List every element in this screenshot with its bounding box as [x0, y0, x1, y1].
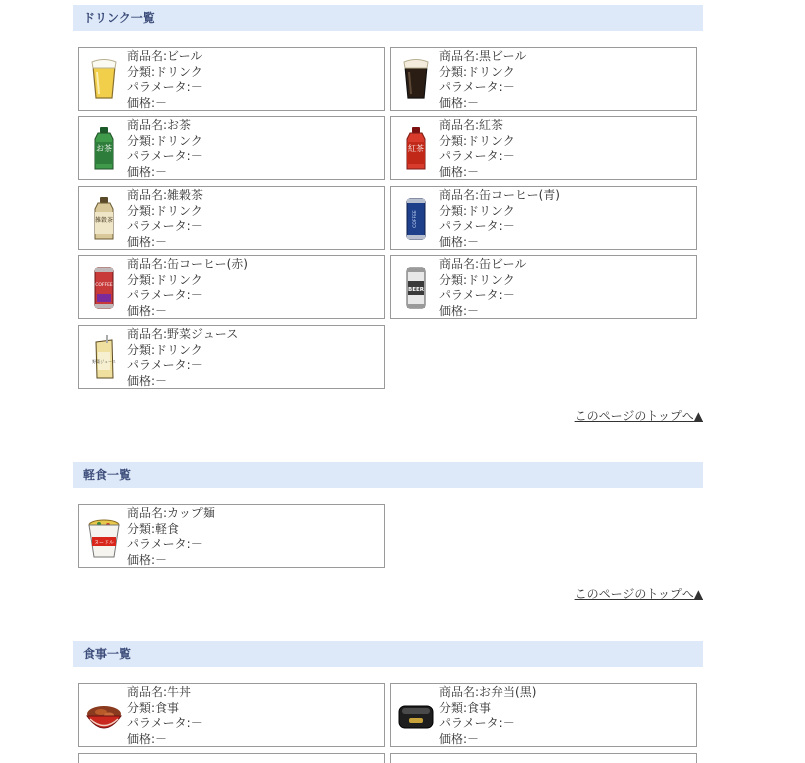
- item-card-cup-noodle[interactable]: [78, 504, 385, 568]
- svg-text:雑穀茶: 雑穀茶: [94, 217, 114, 224]
- dark-beer-glass-icon: [396, 56, 436, 104]
- item-info: 商品名:黒ビール 分類:ドリンク パラメータ:－ 価格:－: [439, 49, 527, 110]
- beer-can-icon: [396, 264, 436, 312]
- item-category: ドリンク: [467, 64, 515, 79]
- item-name: 缶コーヒー(赤): [167, 257, 248, 271]
- item-param: －: [190, 288, 203, 302]
- item-info: 商品名:雑穀茶 分類:ドリンク パラメータ:－ 価格:－: [127, 188, 204, 249]
- item-param: －: [190, 537, 203, 551]
- item-name: 牛丼: [167, 685, 192, 699]
- red-coffee-can-icon: [84, 264, 124, 312]
- item-price: －: [155, 731, 168, 746]
- item-info: 商品名:缶ビール 分類:ドリンク パラメータ:－ 価格:－: [439, 257, 527, 318]
- item-price: －: [155, 234, 168, 249]
- item-price: －: [467, 234, 480, 249]
- item-param: －: [190, 149, 203, 163]
- item-category: ドリンク: [155, 133, 203, 148]
- item-card-black-tea[interactable]: [390, 116, 697, 180]
- item-info: 商品名:紅茶 分類:ドリンク パラメータ:－ 価格:－: [439, 118, 515, 179]
- item-card-beer[interactable]: [78, 47, 385, 111]
- item-card-grain-tea[interactable]: [78, 186, 385, 250]
- back-to-top-link[interactable]: このページのトップへ▲: [574, 587, 703, 601]
- item-info: 商品名:お茶 分類:ドリンク パラメータ:－ 価格:－: [127, 118, 203, 179]
- item-param: －: [190, 219, 203, 233]
- item-name: 缶コーヒー(青): [479, 188, 560, 202]
- item-price: －: [155, 303, 168, 318]
- item-card-red-coffee[interactable]: [78, 255, 385, 319]
- item-category: 食事: [155, 700, 180, 715]
- item-card-beer-can[interactable]: [390, 255, 697, 319]
- item-name: 紅茶: [479, 118, 504, 132]
- item-card-vegetable-juice[interactable]: [78, 325, 385, 389]
- item-info: 商品名:ビール 分類:ドリンク パラメータ:－ 価格:－: [127, 49, 203, 110]
- svg-text:野菜ジュース: 野菜ジュース: [92, 359, 116, 364]
- svg-text:COFFEE: COFFEE: [95, 283, 113, 288]
- item-category: ドリンク: [155, 342, 203, 357]
- svg-text:お茶: お茶: [96, 144, 112, 153]
- blue-coffee-can-icon: [396, 195, 436, 243]
- beef-bowl-icon: [84, 692, 124, 740]
- snack-section-header: 軽食一覧: [73, 462, 703, 488]
- vegetable-juice-pack-icon: [84, 334, 124, 382]
- item-param: －: [502, 219, 515, 233]
- item-price: －: [467, 164, 480, 179]
- item-category: ドリンク: [155, 272, 203, 287]
- item-name: 缶ビール: [479, 257, 527, 271]
- meal-section-header: 食事一覧: [73, 641, 703, 667]
- item-card-black-bento[interactable]: [390, 683, 697, 747]
- cup-noodle-icon: [84, 513, 124, 561]
- item-card-beef-bowl[interactable]: [78, 683, 385, 747]
- black-bento-box-icon: [396, 692, 436, 740]
- item-card-green-tea[interactable]: [78, 116, 385, 180]
- item-param: －: [190, 80, 203, 94]
- item-category: ドリンク: [467, 272, 515, 287]
- item-info: 商品名:カップ麺 分類:軽食 パラメータ:－ 価格:－: [127, 506, 215, 567]
- item-card-dark-beer[interactable]: [390, 47, 697, 111]
- item-name: お茶: [167, 118, 192, 132]
- item-price: －: [467, 303, 480, 318]
- green-tea-bottle-icon: [84, 125, 124, 173]
- item-card-blue-coffee[interactable]: [390, 186, 697, 250]
- item-info: 商品名:缶コーヒー(赤) 分類:ドリンク パラメータ:－ 価格:－: [127, 257, 248, 318]
- item-info: 商品名:お弁当(黒) 分類:食事 パラメータ:－ 価格:－: [439, 685, 537, 746]
- item-param: －: [502, 149, 515, 163]
- snack-section: [73, 462, 703, 601]
- item-category: ドリンク: [467, 133, 515, 148]
- item-name: お弁当(黒): [479, 685, 537, 699]
- item-info: 商品名:牛丼 分類:食事 パラメータ:－ 価格:－: [127, 685, 203, 746]
- meal-item-grid: [73, 683, 703, 753]
- item-category: ドリンク: [155, 203, 203, 218]
- svg-text:紅茶: 紅茶: [408, 144, 424, 153]
- item-category: ドリンク: [467, 203, 515, 218]
- drink-item-grid: [73, 47, 703, 389]
- item-price: －: [155, 552, 168, 567]
- item-price: －: [155, 164, 168, 179]
- meal-section: [73, 641, 703, 753]
- beer-glass-icon: [84, 56, 124, 104]
- grain-tea-bottle-icon: [84, 195, 124, 243]
- item-info: 商品名:缶コーヒー(青) 分類:ドリンク パラメータ:－ 価格:－: [439, 188, 560, 249]
- black-tea-bottle-icon: [396, 125, 436, 173]
- item-name: 野菜ジュース: [167, 327, 239, 341]
- item-info: 商品名:野菜ジュース 分類:ドリンク パラメータ:－ 価格:－: [127, 327, 239, 388]
- item-card-next-row[interactable]: [390, 753, 697, 763]
- item-param: －: [502, 80, 515, 94]
- svg-text:ヌードル: ヌードル: [93, 540, 115, 546]
- item-price: －: [467, 731, 480, 746]
- item-name: ビール: [167, 49, 203, 63]
- item-name: 黒ビール: [479, 49, 527, 63]
- item-name: カップ麺: [167, 506, 215, 520]
- item-price: －: [467, 95, 480, 110]
- item-card-next-row[interactable]: [78, 753, 385, 763]
- item-param: －: [502, 288, 515, 302]
- drink-section: [73, 5, 703, 423]
- item-category: 食事: [467, 700, 492, 715]
- item-category: 軽食: [155, 521, 180, 536]
- item-price: －: [155, 373, 168, 388]
- back-to-top-link[interactable]: このページのトップへ▲: [574, 409, 703, 423]
- drink-section-header: ドリンク一覧: [73, 5, 703, 31]
- snack-item-grid: [73, 504, 703, 568]
- item-category: ドリンク: [155, 64, 203, 79]
- svg-text:COFFEE: COFFEE: [413, 210, 418, 228]
- item-param: －: [190, 716, 203, 730]
- item-param: －: [502, 716, 515, 730]
- item-name: 雑穀茶: [167, 188, 204, 202]
- item-param: －: [190, 358, 203, 372]
- item-price: －: [155, 95, 168, 110]
- svg-text:BEER: BEER: [408, 287, 424, 293]
